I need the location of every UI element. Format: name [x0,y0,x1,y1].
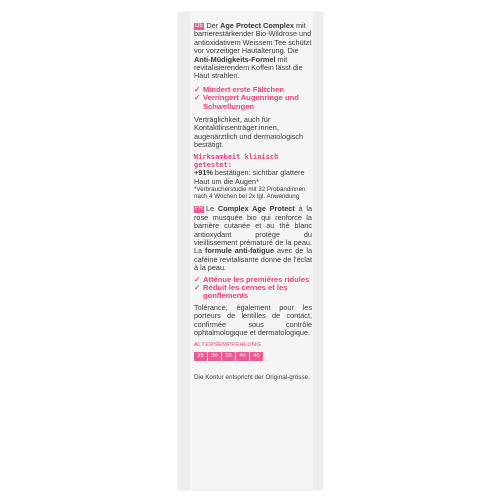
benefit-fr-1: ✓ Atténue les premières ridules [194,274,310,284]
label-text [194,22,312,382]
checkmark-icon: ✓ [194,282,201,292]
language-tag-fr: FR [195,206,203,213]
panel-fold-left [178,12,190,490]
checkmark-icon: ✓ [194,84,201,94]
checkmark-icon: ✓ [194,93,201,103]
age-box: 40 [236,352,249,361]
clinical-heading: Wirksamkeit klinisch getestet: [194,152,279,169]
age-box: 35 [222,352,235,361]
age-box: 30 [208,352,221,361]
panel-fold-right [313,12,323,490]
language-tag-de: DE [195,23,204,29]
age-recommendation-title: ALTERSEMPFEHLUNG [194,342,262,349]
tolerance-fr: Tolérance, également pour les porteurs de lentilles de contact, confirmée sous contrôle ophtalmologique et dermatologique. [194,302,312,337]
benefit-de-2: ✓ Verringert Augenringe und Schwellungen [194,93,299,111]
benefit-de-1: ✓ Mindert erste Fältchen [194,84,285,94]
product-name-fr: Complex Age Protect [217,204,295,214]
contour-note: Die Kontur entspricht der Original-grösse. [194,374,310,382]
fr-description: FR Le Complex Age Protect à la rose musquée bio qui renforce la barrière cutanée et au thé blanc antioxydant protège du vieillissement prématuré de la peau. La formule anti-fatigue avec de la caféine revitalisante donne de l'éclat à la peau. [194,204,313,273]
clinical-result: +91% bestätigen: sichtbar glattere Haut um die Augen* [194,168,305,186]
checkmark-icon: ✓ [194,274,201,284]
benefit-fr-2: ✓ Réduit les cernes et les gonflements [194,282,288,301]
de-description: DE Der Age Protect Complex mit barrierestärkender Bio-Wildrose und antioxidativem Weissem Tee schützt vor vorzeitiger Hautalterung. Die Anti-Müdigkeits-Formel mit revitalisierendem Koffein lässt die Haut strahlen. [194,21,312,81]
age-recommendation-boxes [194,352,312,361]
tolerance-de: Verträglichkeit, auch für Kontaktlinsenträger:innen, augenärztlich und dermatologisch bestätigt. [194,115,304,150]
formula-name-de: Anti-Müdigkeits-Formel [194,54,276,64]
age-box: 45 [250,352,263,361]
age-box: 25 [194,352,207,361]
product-name-de: Age Protect Complex [220,21,294,30]
study-footnote: *Verbraucherstudie mit 32 Probandinnen nach 4 Wochen bei 2x tgl. Anwendung [194,185,306,201]
formula-name-fr: formule anti-fatigue [205,246,275,256]
